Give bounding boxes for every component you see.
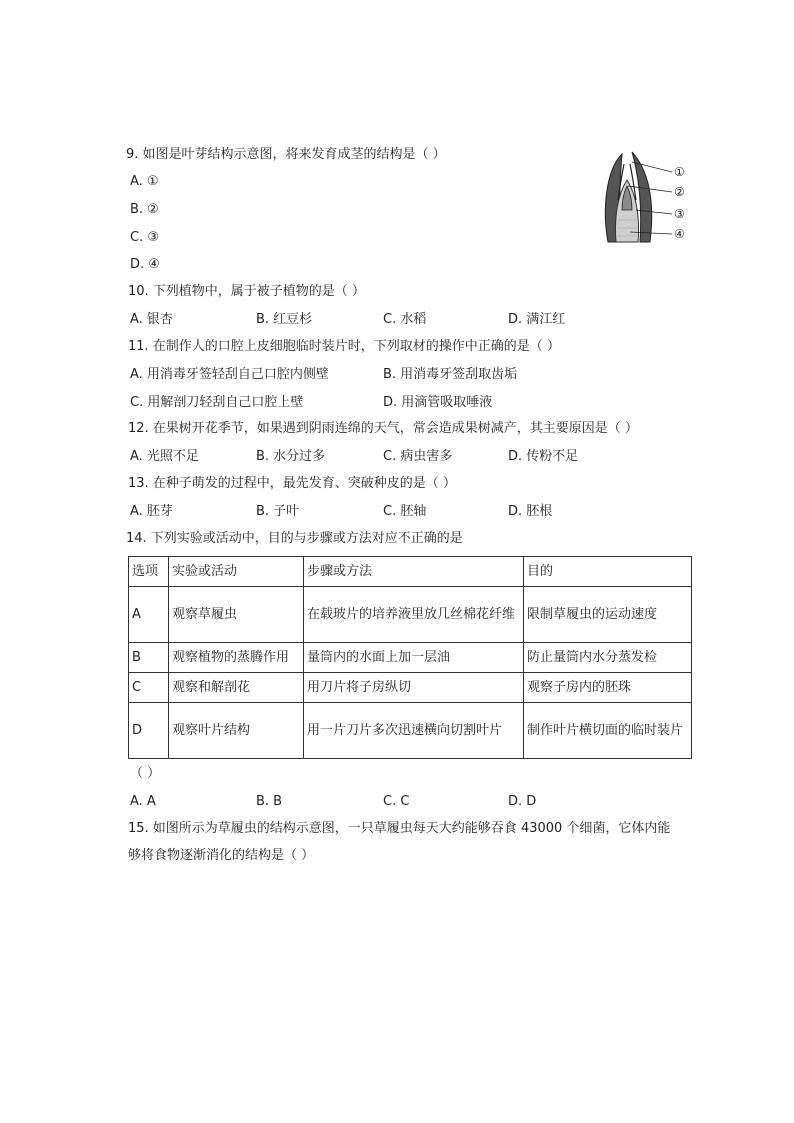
q14-option-b: B. B [256, 794, 283, 809]
q11-option-b: B. 用消毒牙签刮取齿垢 [383, 367, 518, 382]
q12-option-d: D. 传粉不足 [508, 449, 579, 464]
table-row [129, 643, 692, 673]
table-cell: B [129, 643, 169, 673]
table-cell: 用刀片将子房纵切 [304, 673, 524, 703]
q12-option-a: A. 光照不足 [130, 449, 199, 464]
table-cell: A [129, 587, 169, 643]
table-cell: 在载玻片的培养液里放几丝棉花纤维 [304, 587, 524, 643]
q10-option-c: C. 水稻 [383, 312, 427, 327]
table-header-row [129, 557, 692, 587]
q11-stem: 11. 在制作人的口腔上皮细胞临时装片时，下列取材的操作中正确的是（ ） [128, 339, 560, 354]
q9-option-a: A. ① [130, 174, 159, 189]
q14-option-a: A. A [130, 794, 156, 809]
table-cell: 观察植物的蒸腾作用 [169, 643, 304, 673]
q9-option-c: C. ③ [130, 230, 159, 245]
q10-option-a: A. 银杏 [130, 312, 173, 327]
figure-label-3: ③ [674, 207, 685, 221]
table-cell: D [129, 703, 169, 759]
table-cell: 量筒内的水面上加一层油 [304, 643, 524, 673]
table-cell: C [129, 673, 169, 703]
table-row [129, 703, 692, 759]
q9-option-d: D. ④ [130, 257, 160, 272]
q12-stem: 12. 在果树开花季节，如果遇到阴雨连绵的天气，常会造成果树减产，其主要原因是（ ） [128, 421, 638, 436]
q9-stem: 9. 如图是叶芽结构示意图，将来发育成茎的结构是（ ） [126, 147, 446, 162]
leaf-bud-figure [600, 150, 690, 246]
table-cell: 观察和解剖花 [169, 673, 304, 703]
table-cell: 限制草履虫的运动速度 [524, 587, 692, 643]
q13-stem: 13. 在种子萌发的过程中，最先发育、突破种皮的是（ ） [128, 476, 456, 491]
q9-option-b: B. ② [130, 202, 159, 217]
table-cell: 观察子房内的胚珠 [524, 673, 692, 703]
q14-option-c: C. C [383, 794, 410, 809]
header-cell: 选项 [129, 557, 169, 587]
q13-option-c: C. 胚轴 [383, 504, 427, 519]
table-cell: 制作叶片横切面的临时装片 [524, 703, 692, 759]
header-cell: 目的 [524, 557, 692, 587]
q11-option-a: A. 用消毒牙签轻刮自己口腔内侧壁 [130, 367, 329, 382]
figure-label-1: ① [674, 165, 685, 179]
q10-stem: 10. 下列植物中，属于被子植物的是（ ） [128, 284, 365, 299]
q10-option-b: B. 红豆杉 [256, 312, 313, 327]
table-cell: 观察叶片结构 [169, 703, 304, 759]
table-cell: 用一片刀片多次迅速横向切割叶片 [304, 703, 524, 759]
q14-option-d: D. D [508, 794, 537, 809]
header-cell: 实验或活动 [169, 557, 304, 587]
q15-stem-line1: 15. 如图所示为草履虫的结构示意图，一只草履虫每天大约能够吞食 43000 个细菌，它体内能 [128, 821, 671, 836]
q13-option-d: D. 胚根 [508, 504, 553, 519]
table-cell: 防止量筒内水分蒸发检 [524, 643, 692, 673]
figure-label-4: ④ [674, 227, 685, 241]
q14-stem: 14. 下列实验或活动中，目的与步骤或方法对应不正确的是 [126, 531, 463, 546]
q12-option-c: C. 病虫害多 [383, 449, 453, 464]
table-row [129, 673, 692, 703]
q12-option-b: B. 水分过多 [256, 449, 326, 464]
q15-stem-line2: 够将食物逐渐消化的结构是（ ） [128, 848, 315, 863]
figure-label-2: ② [674, 185, 685, 199]
q14-answer-bracket: （ ） [130, 766, 161, 781]
q13-option-b: B. 子叶 [256, 504, 300, 519]
q11-option-c: C. 用解剖刀轻刮自己口腔上壁 [130, 395, 304, 410]
q14-table [128, 556, 692, 759]
header-cell: 步骤或方法 [304, 557, 524, 587]
q11-option-d: D. 用滴管吸取唾液 [383, 395, 493, 410]
table-row [129, 587, 692, 643]
q13-option-a: A. 胚芽 [130, 504, 173, 519]
q10-option-d: D. 满江红 [508, 312, 566, 327]
table-cell: 观察草履虫 [169, 587, 304, 643]
